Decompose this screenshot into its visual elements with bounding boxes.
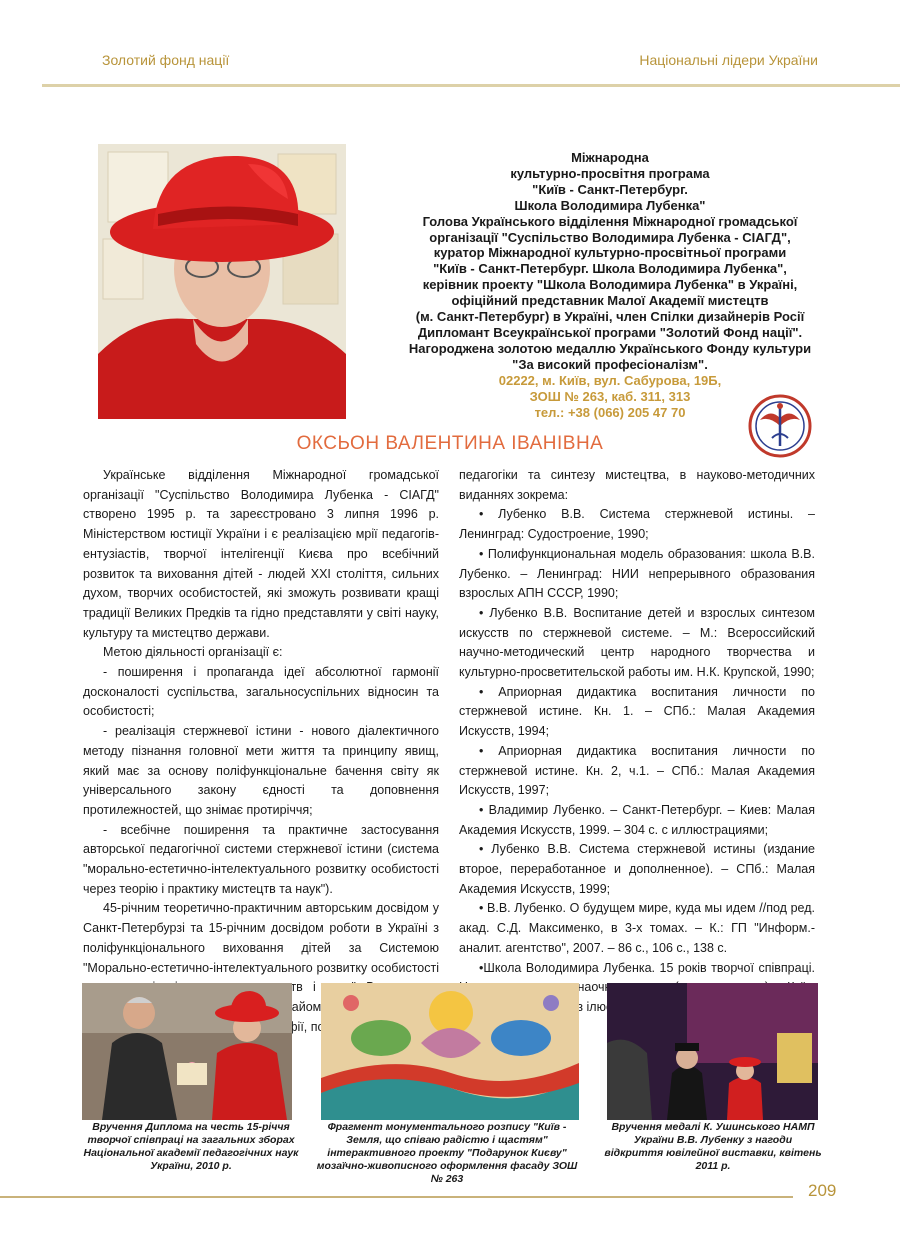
body-paragraph: 45-річним теоретично-практичним авторським досвідом у Санкт-Петербурзі та 15-річним досвідом роботи в Україні з поліфункціонального виховання дітей за Системою "Морально-естетично-інтелектуального розвитку особистості і ознайомитись [83,901,439,1014]
bibliography-item: • Полифункциональная модель образования: школа В.В. Лубенко. – Ленинград: НИИ непрерывного образования взрослых АПН СССР, 1990; [459,546,815,601]
bibliography-item: • Лубенко В.В. Система стержневой истины. – Ленинград: Судостроение, 1990; [459,507,815,542]
intro-line: керівник проекту "Школа Володимира Лубенка" в Україні, [422,277,798,293]
page-number: 209 [808,1181,837,1200]
intro-line: культурно-просвітня програма [510,165,710,181]
body-paragraph: педагогіки та синтезу мистецтва, в науково-методичних виданнях зокрема: [459,468,815,502]
intro-line: куратор Міжнародної культурно-просвітньої програми [433,245,787,261]
bibliography-item: • Лубенко В.В. Воспитание детей и взрослых синтезом искусств по стержневой системе. – М.: Всероссийский научно-методический центр народного творчества и культурно-просветительской работы им. Н.К. Крупской, 1990; [459,605,815,680]
intro-line: "За високий професіоналізм". [512,356,708,372]
intro-line: Нагороджена золотою медаллю Українського Фонду культури [408,340,812,356]
bibliography-item: • Владимир Лубенко. – Санкт-Петербург. – Киев: Малая Академия Искусств, 1999. – 304 с. с иллюстрациями; [459,802,815,837]
right-column [459,466,815,1018]
person-name-heading: ОКСЬОН ВАЛЕНТИНА ІВАНІВНА [296,433,604,454]
caption-photo3: Вручення медалі К. Ушинського НАМП України В.В. Лубенку з нагоди відкриття ювілейної виставки, квітень 2011 р. [604,1121,822,1172]
contact-school: ЗОШ № 263, каб. 311, 313 [529,388,691,404]
caption-photo2: Фрагмент монументального розпису "Київ - Земля, що співаю радістю і щастям" інтерактивного проекту "Подарунок Києву" мозаїчно-живописного оформлення фасаду ЗОШ № 263 [316,1121,578,1185]
photo-mural-fragment [321,983,579,1120]
bibliography-item: • Априорная дидактика воспитания личности по стержневой истине. Кн. 2, ч.1. – СПб.: Малая Академия Искусств, 1997; [459,743,815,798]
intro-line: Міжнародна [571,150,649,165]
portrait-photo [98,144,346,419]
header-divider [42,84,900,87]
caption-photo1: Вручення Диплома на честь 15-річчя творчої співпраці на загальних зборах Національної академії педагогічних наук України, 2010 р. [83,1121,299,1172]
bibliography-item: •Школа Володимира Лубенка. 15 років творчої співпраці. з [479,960,815,1014]
intro-line: "Київ - Санкт-Петербург. [532,181,688,197]
photo-diploma-ceremony [82,983,292,1120]
bibliography-item: • Априорная дидактика воспитания личности по стержневой истине. Кн. 1. – СПб.: Малая Академия Искусств, 1994; [459,684,815,739]
body-paragraph: Метою діяльності організації є: [103,645,283,660]
intro-line: організації "Суспільство Володимира Лубенка - СІАГД", [429,229,791,245]
intro-block [382,150,838,420]
intro-line: Школа Володимира Лубенка" [514,197,706,213]
left-column [83,466,439,1037]
intro-line: Голова Українського відділення Міжнародної громадської [422,213,798,229]
body-paragraph: Українське відділення Міжнародної громадської організації "Суспільство Володимира Лубенка - СІАГД" створено 1995 р. та зареєстровано 3 липня 1996 р. Міністерством юстиції України і є реалізацією мрії педагогів-ентузіастів, творчої інтелігенції Києва про всебічний розвиток та виховання дітей - людей XXI століття, сильних духом, творчих особистостей, які зможуть розвивати кращі традиції Великих Предків та гідно представляти у світі науку, культуру та мистецтво держави. [83,468,439,640]
body-paragraph: - поширення і пропаганда ідеї абсолютної гармонії досконалості суспільства, загальносуспільних відносин та особистості; [83,665,439,719]
photo-medal-award [607,983,818,1120]
running-header-left: Золотий фонд нації [102,52,230,68]
intro-line: Дипломант Всеукраїнської програми "Золотий Фонд нації". [417,324,803,340]
footer-divider [0,1196,793,1198]
intro-line: (м. Санкт-Петербург) в Україні, член Спілки дизайнерів Росії [415,309,805,325]
body-paragraph: - всебічне поширення та практичне застосування авторської педагогічної системи стержневої істини (система "морально-естетично-інтелектуального розвитку особистості через теорію і практику мистецтв та наук"). [83,822,439,896]
intro-line: офіційний представник Малої Академії мистецтв [451,293,769,309]
contact-address: 02222, м. Київ, вул. Сабурова, 19Б, [498,372,722,388]
body-paragraph: - реалізація стержневої істини - нового діалектичного методу пізнання головної мети життя та принципу явищ, який має за основу поліфункціональне бачення світу як універсального закону єдності та доповнення протилежностей, що знімає протиріччя; [83,724,439,817]
bibliography-item: • Лубенко В.В. Система стержневой истины (издание второе, переработанное и дополненное). – СПб.: Малая Академия Искусств, 1999; [459,842,815,896]
bibliography-item: • В.В. Лубенко. О будущем мире, куда мы идем //под ред. акад. С.Д. Максименко, в 3-х томах. – К.: ГП "Информ.-аналит. агентство", 2007. – 86 с., 106 с., 138 с. [459,901,815,955]
running-header-right: Національні лідери України [639,52,818,68]
contact-phone: тел.: +38 (066) 205 47 70 [534,404,686,420]
intro-line: "Київ - Санкт-Петербург. Школа Володимира Лубенка", [433,261,787,277]
